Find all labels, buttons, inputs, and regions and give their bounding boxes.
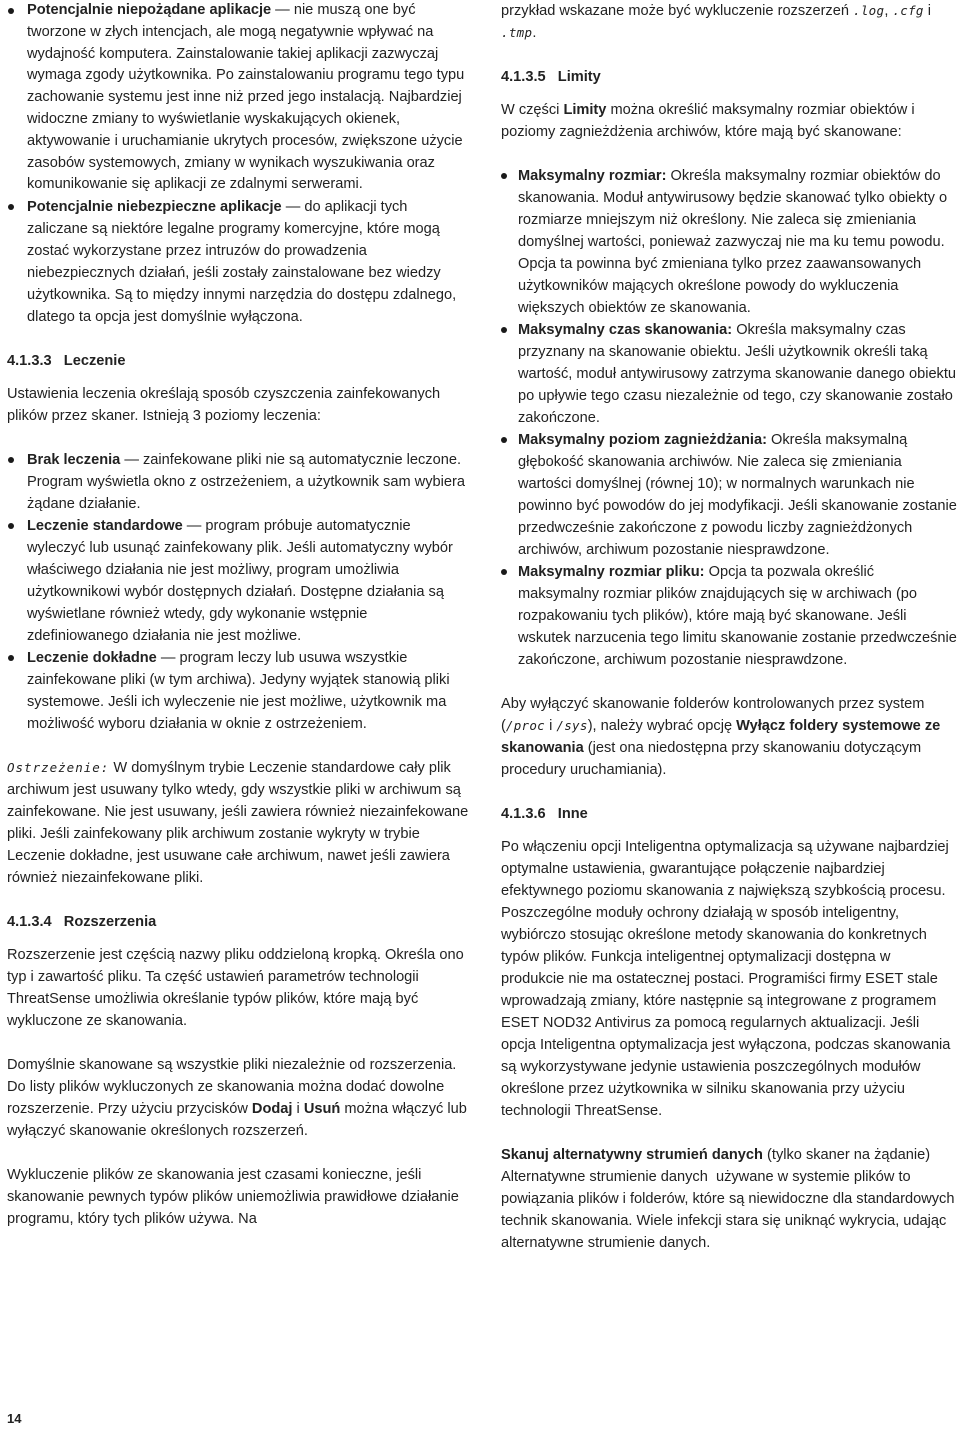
rozszerzenia-p3: Wykluczenie plików ze skanowania jest czasami konieczne, jeśli skanowanie pewnych typów plików uniemożliwia prawidłowe działanie programu, który tych plików używa. Na	[7, 1167, 459, 1228]
heading-limity: 4.1.3.5 Limity	[501, 69, 601, 85]
list-item: Maksymalny rozmiar: Określa maksymalny rozmiar obiektów do skanowania. Moduł antywirusowy będzie skanować tylko obiekty o rozmiarze mniejszym niż określony. Nie zaleca się zmieniania domyślnej wartości, ponieważ zazwyczaj nie ma ku temu powodu. Opcja ta powinna być zmieniana tylko przez zaawansowanych użytkowników mających określone powody do wykluczenia większych obiektów ze skanowania.	[501, 165, 957, 319]
list-item: Leczenie dokładne — program leczy lub usuwa wszystkie zainfekowane pliki (w tym archiwa). Jedyny wyjątek stanowią pliki systemowe. Jeśli ich wyleczenie nie jest możliwe, użytkownik ma możliwość wyboru działania w oknie z ostrzeżeniem.	[7, 647, 469, 735]
system-folders-note: Aby wyłączyć skanowanie folderów kontrolowanych przez system (/proc i /sys), należy wybrać opcję Wyłącz foldery systemowe ze skanowania (jest ona niedostępna przy skanowaniu dotyczącym procedury uruchamiania).	[501, 696, 941, 778]
left-column	[7, 0, 469, 1230]
item-title: Maksymalny czas skanowania:	[518, 322, 733, 338]
item-title: Maksymalny rozmiar pliku:	[518, 564, 705, 580]
limits-list	[501, 165, 957, 671]
item-title: Leczenie dokładne	[27, 650, 157, 667]
warning-label: Ostrzeżenie:	[7, 760, 110, 776]
list-item: Maksymalny czas skanowania: Określa maksymalny czas przyznany na skanowanie obiektu. Jeśli użytkownik określi taką wartość, moduł antywirusowy zatrzyma skanowanie danego obiektu po upływie tego czasu niezależnie od tego, czy skanowanie zostało zakończone.	[501, 319, 957, 429]
remove-button-ref: Usuń	[303, 1101, 341, 1118]
ads-text: Alternatywne strumienie danych używane w systemie plików to powiązania plików i folderów, które są niewidoczne dla standardowych technik skanowania. Wiele infekcji stara się uniknąć wykrycia, udając alternatywne strumienie danych.	[501, 1169, 959, 1251]
list-item: Maksymalny poziom zagnieżdżania: Określa maksymalną głębokość skanowania archiwów. Nie zaleca się zmieniania wartości domyślnej (równej 10); w normalnych warunkach nie powinno być powodów do jej modyfikacji. Jeśli skanowanie zostanie przedwcześnie zakończone z powodu liczby zagnieżdżonych archiwów, archiwum pozostanie niesprawdzone.	[501, 429, 957, 561]
heading-inne: 4.1.3.6 Inne	[501, 806, 588, 822]
rozszerzenia-p1: Rozszerzenie jest częścią nazwy pliku oddzieloną kropką. Określa ono typ i zawartość pliku. Ta część ustawień parametrów technologii ThreatSense umożliwia określanie typów plików, które mają być wykluczone ze skanowania.	[7, 947, 464, 1030]
list-item: Potencjalnie niebezpieczne aplikacje — do aplikacji tych zaliczane są niektóre legalne programy komercyjne, które mogą zostać wykorzystane przez intruzów do prowadzenia niebezpiecznych działań, jeśli zostały zainstalowane bez wiedzy użytkownika. Są to między innymi narzędzia do dostępu zdalnego, dlatego ta opcja jest domyślnie wyłączona.	[7, 196, 469, 328]
item-text: do aplikacji tych zaliczane są niektóre legalne programy komercyjne, które mogą zostać wykorzystane przez intruzów do prowadzenia niebezpiecznych działań, jeśli zostały zainstalowane bez wiedzy użytkownika. Są to między innymi narzędzia do dostępu zdalnego, dlatego ta opcja jest domyślnie wyłączona.	[27, 199, 457, 326]
add-button-ref: Dodaj	[251, 1101, 293, 1118]
item-title: Leczenie standardowe	[27, 518, 183, 535]
warning-note: Ostrzeżenie: W domyślnym trybie Leczenie standardowe cały plik archiwum jest usuwany tylko wtedy, gdy wszystkie pliki w archiwum są zainfekowane. Nie jest usuwany, jeśli zawiera również niezainfekowane pliki. Jeśli zainfekowany plik archiwum zostanie wykryty w trybie Leczenie dokładne, jest usuwane całe archiwum, nawet jeśli zawiera również niezainfekowane pliki.	[7, 760, 469, 887]
page-number: 14	[7, 1411, 22, 1426]
list-item: Leczenie standardowe — program próbuje automatycznie wyleczyć lub usunąć zainfekowany plik. Jeśli automatyczny wybór właściwego działania nie jest możliwy, program umożliwia użytkownikowi wybór dostępnych działań. Dostępne działania są wyświetlane również wtedy, gdy wykonanie wstępnie zdefiniowanego działania nie jest możliwe.	[7, 515, 469, 647]
list-item: Maksymalny rozmiar pliku: Opcja ta pozwala określić maksymalny rozmiar plików znajdujących się w archiwach (po rozpakowaniu tych plików), które mają być skanowane. Jeśli wskutek narzucenia tego limitu skanowanie zostanie przedwcześnie zakończone, archiwum pozostanie niesprawdzone.	[501, 561, 957, 671]
cleaning-levels-list	[7, 449, 469, 735]
inne-p1: Po włączeniu opcji Inteligentna optymalizacja są używane najbardziej optymalne ustawienia, gwarantujące połączenie najbardziej efektywnego poziomu skanowania z największą szybkością procesu. Poszczególne moduły ochrony działają w sposób inteligentny, wybiórczo stosując określone metody skanowania do konkretnych typów plików. Funkcja inteligentnej optymalizacji dostępna w produkcie nie ma ostatecznej postaci. Programiści firmy ESET stale wprowadzają zmiany, które następnie są integrowane z programem ESET NOD32 Antivirus za pomocą regularnych aktualizacji. Jeśli opcja Inteligentna optymalizacja jest wyłączona, podczas skanowania są wykorzystywane jedynie ustawienia poszczególnych modułów określone przez użytkownika w silniku skanowania przy użyciu technologii ThreatSense.	[501, 839, 951, 1119]
extensions-continuation: przykład wskazane może być wykluczenie rozszerzeń .log, .cfg i .tmp.	[501, 3, 932, 41]
heading-rozszerzenia: 4.1.3.4 Rozszerzenia	[7, 914, 157, 931]
ads-option: Skanuj alternatywny strumień danych (tylko skaner na żądanie)	[501, 1147, 931, 1163]
exclude-system-folders-option: Wyłącz foldery systemowe ze skanowania	[501, 718, 941, 756]
item-text: nie muszą one być tworzone w złych intencjach, ale mogą negatywnie wpływać na wydajność komputera. Zainstalowanie takiej aplikacji zazwyczaj wymaga zgody użytkownika. Po zainstalowaniu programu tego typu zachowanie systemu jest inne niż przed jego instalacją. Najbardziej widoczne zmiany to wyświetlanie wyskakujących okienek, aktywowanie i uruchamianie ukrytych procesów, zwiększone użycie zasobów systemowych, zmiany w wynikach wyszukiwania oraz komunikowanie się aplikacji ze zdalnymi serwerami.	[27, 2, 465, 193]
list-item: Potencjalnie niepożądane aplikacje — nie muszą one być tworzone w złych intencjach, ale mogą negatywnie wpływać na wydajność komputera. Zainstalowanie takiej aplikacji zazwyczaj wymaga zgody użytkownika. Po zainstalowaniu programu tego typu zachowanie systemu jest inne niż przed jego instalacją. Najbardziej widoczne zmiany to wyświetlanie wyskakujących okienek, aktywowanie i uruchamianie ukrytych procesów, zwiększone użycie zasobów systemowych, zmiany w wynikach wyszukiwania oraz komunikowanie się aplikacji ze zdalnymi serwerami.	[7, 0, 469, 196]
item-title: Potencjalnie niebezpieczne aplikacje	[27, 199, 282, 216]
right-column	[501, 0, 957, 1254]
detection-types-list	[7, 0, 469, 328]
heading-leczenie: 4.1.3.3 Leczenie	[7, 353, 126, 370]
limity-intro: W części Limity można określić maksymalny rozmiar obiektów i poziomy zagnieżdżenia archiwów, które mają być skanowane:	[501, 102, 915, 140]
rozszerzenia-p2: Domyślnie skanowane są wszystkie pliki niezależnie od rozszerzenia. Do listy plików wykluczonych ze skanowania można dodać dowolne rozszerzenie. Przy użyciu przycisków Dodaj i Usuń można włączyć lub wyłączyć skanowanie określonych rozszerzeń.	[7, 1057, 467, 1140]
item-title: Potencjalnie niepożądane aplikacje	[27, 2, 272, 18]
item-title: Brak leczenia	[27, 452, 121, 469]
item-title: Maksymalny rozmiar:	[518, 168, 667, 184]
item-title: Maksymalny poziom zagnieżdżania:	[518, 432, 767, 448]
list-item: Brak leczenia — zainfekowane pliki nie są automatycznie leczone. Program wyświetla okno z ostrzeżeniem, a użytkownik sam wybiera żądane działanie.	[7, 449, 469, 515]
leczenie-intro: Ustawienia leczenia określają sposób czyszczenia zainfekowanych plików przez skaner. Istnieją 3 poziomy leczenia:	[7, 386, 441, 425]
